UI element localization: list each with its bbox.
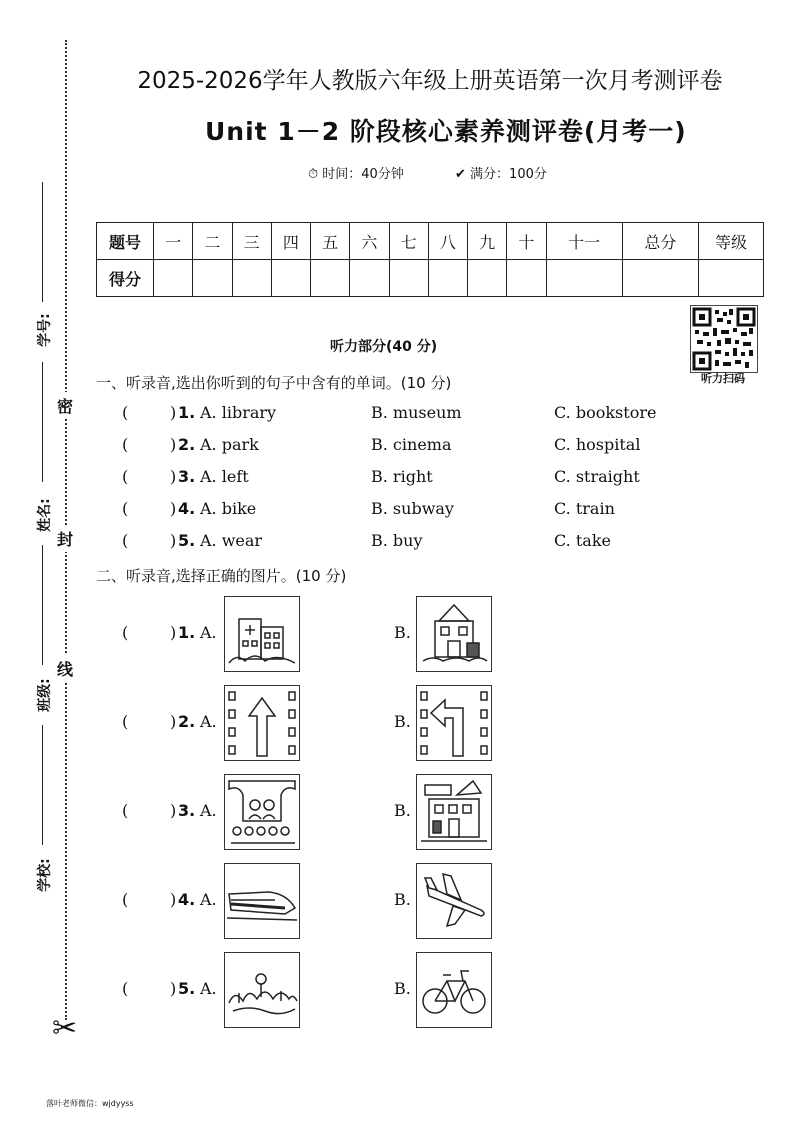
score-cell[interactable]	[428, 260, 467, 297]
score-table-header-row	[97, 223, 764, 260]
answer-paren-open[interactable]: (	[122, 712, 129, 731]
answer-paren-close: )	[170, 531, 177, 550]
option-a: A. wear	[200, 531, 263, 550]
answer-paren-close: )	[170, 801, 177, 820]
option-c: C. hospital	[554, 435, 641, 454]
option-a-label: A.	[200, 712, 217, 731]
restaurant-icon[interactable]	[416, 774, 492, 850]
footer-note: 落叶老师微信：wjdyyss	[46, 1099, 134, 1108]
score-cell[interactable]	[271, 260, 310, 297]
check-icon: ✔	[455, 167, 466, 182]
park-icon[interactable]	[224, 952, 300, 1028]
score-cell[interactable]	[232, 260, 271, 297]
class-line	[42, 545, 43, 665]
score-cell[interactable]	[311, 260, 350, 297]
turn-left-icon[interactable]	[416, 685, 492, 761]
question-number: 3.	[178, 801, 196, 820]
option-a-label: A.	[200, 623, 217, 642]
option-a: A. left	[200, 467, 249, 486]
score-cell[interactable]	[622, 260, 698, 297]
option-b-label: B.	[394, 979, 411, 998]
option-b: B. museum	[371, 403, 462, 422]
option-b: B. subway	[371, 499, 454, 518]
part2-title: 二、听录音,选择正确的图片。(10 分)	[96, 567, 347, 585]
question-number: 3.	[178, 467, 196, 486]
score-cell[interactable]	[193, 260, 232, 297]
question-number: 1.	[178, 623, 196, 642]
score-header-cell: 二	[193, 223, 232, 260]
question-number: 2.	[178, 712, 196, 731]
option-a-label: A.	[200, 979, 217, 998]
name-label: 姓名:	[37, 498, 53, 532]
answer-paren-close: )	[170, 499, 177, 518]
answer-paren-close: )	[170, 467, 177, 486]
student-id-line	[42, 182, 43, 302]
question-number: 4.	[178, 499, 196, 518]
score-row-label: 得分	[97, 260, 154, 297]
score-header-cell: 十	[507, 223, 546, 260]
option-b: B. right	[371, 467, 433, 486]
question-number: 5.	[178, 979, 196, 998]
score-cell[interactable]	[546, 260, 622, 297]
option-b: B. cinema	[371, 435, 452, 454]
score-cell[interactable]	[389, 260, 428, 297]
score-header-cell: 等级	[699, 223, 764, 260]
score-header-cell: 七	[389, 223, 428, 260]
clock-icon: ⏱	[308, 167, 319, 182]
option-a-label: A.	[200, 890, 217, 909]
answer-paren-open[interactable]: (	[122, 890, 129, 909]
answer-paren-close: )	[170, 403, 177, 422]
answer-paren-open[interactable]: (	[122, 499, 129, 518]
qr-label: 听力扫码	[701, 372, 745, 385]
answer-paren-open[interactable]: (	[122, 979, 129, 998]
score-header-cell: 题号	[97, 223, 154, 260]
score-header-cell: 四	[271, 223, 310, 260]
answer-paren-open[interactable]: (	[122, 403, 129, 422]
score-table-score-row	[97, 260, 764, 297]
seal-char-mi: 密	[57, 392, 73, 419]
answer-paren-open[interactable]: (	[122, 801, 129, 820]
time-text: 时间：40分钟	[322, 167, 404, 182]
score-cell[interactable]	[154, 260, 193, 297]
option-c: C. take	[554, 531, 611, 550]
option-c: C. bookstore	[554, 403, 657, 422]
option-b: B. buy	[371, 531, 423, 550]
option-a-label: A.	[200, 801, 217, 820]
go-straight-icon[interactable]	[224, 685, 300, 761]
option-b-label: B.	[394, 890, 411, 909]
answer-paren-close: )	[170, 979, 177, 998]
answer-paren-close: )	[170, 712, 177, 731]
class-label: 班级:	[37, 678, 53, 712]
seal-char-xian: 线	[57, 655, 73, 682]
option-b-label: B.	[394, 623, 411, 642]
scissors-icon: ✂	[52, 1011, 78, 1046]
answer-paren-open[interactable]: (	[122, 467, 129, 486]
student-id-label: 学号:	[37, 313, 53, 347]
question-number: 1.	[178, 403, 196, 422]
seal-char-feng: 封	[57, 525, 73, 552]
time-info	[308, 163, 404, 182]
train-icon[interactable]	[224, 863, 300, 939]
score-header-cell: 十一	[546, 223, 622, 260]
option-a: A. park	[200, 435, 259, 454]
score-cell[interactable]	[507, 260, 546, 297]
part1-title: 一、听录音,选出你听到的句子中含有的单词。(10 分)	[96, 374, 452, 392]
plane-icon[interactable]	[416, 863, 492, 939]
school-label: 学校:	[37, 858, 53, 892]
score-header-cell: 八	[428, 223, 467, 260]
score-cell[interactable]	[350, 260, 389, 297]
option-b-label: B.	[394, 801, 411, 820]
score-info	[455, 163, 547, 182]
answer-paren-close: )	[170, 890, 177, 909]
exam-title: 2025-2026学年人教版六年级上册英语第一次月考测评卷	[137, 68, 723, 94]
score-header-cell: 九	[468, 223, 507, 260]
option-c: C. train	[554, 499, 615, 518]
listening-title: 听力部分(40 分)	[330, 339, 438, 355]
question-number: 4.	[178, 890, 196, 909]
question-number: 5.	[178, 531, 196, 550]
full-score-text: 满分：100分	[470, 167, 547, 182]
name-line	[42, 362, 43, 482]
option-a: A. library	[200, 403, 277, 422]
score-header-cell: 五	[311, 223, 350, 260]
answer-paren-open[interactable]: (	[122, 623, 129, 642]
cinema-icon[interactable]	[224, 774, 300, 850]
score-cell[interactable]	[699, 260, 764, 297]
school-line	[42, 725, 43, 845]
post-office-icon[interactable]	[416, 596, 492, 672]
exam-subtitle: Unit 1－2 阶段核心素养测评卷(月考一)	[205, 117, 687, 146]
bike-icon[interactable]	[416, 952, 492, 1028]
answer-paren-close: )	[170, 435, 177, 454]
score-header-cell: 六	[350, 223, 389, 260]
option-a: A. bike	[200, 499, 257, 518]
question-number: 2.	[178, 435, 196, 454]
answer-paren-open[interactable]: (	[122, 435, 129, 454]
hospital-icon[interactable]	[224, 596, 300, 672]
score-header-cell: 一	[154, 223, 193, 260]
answer-paren-close: )	[170, 623, 177, 642]
score-header-cell: 三	[232, 223, 271, 260]
option-c: C. straight	[554, 467, 640, 486]
qr-code-icon[interactable]	[690, 305, 758, 373]
score-table	[96, 222, 764, 297]
score-header-cell: 总分	[622, 223, 698, 260]
score-cell[interactable]	[468, 260, 507, 297]
option-b-label: B.	[394, 712, 411, 731]
answer-paren-open[interactable]: (	[122, 531, 129, 550]
